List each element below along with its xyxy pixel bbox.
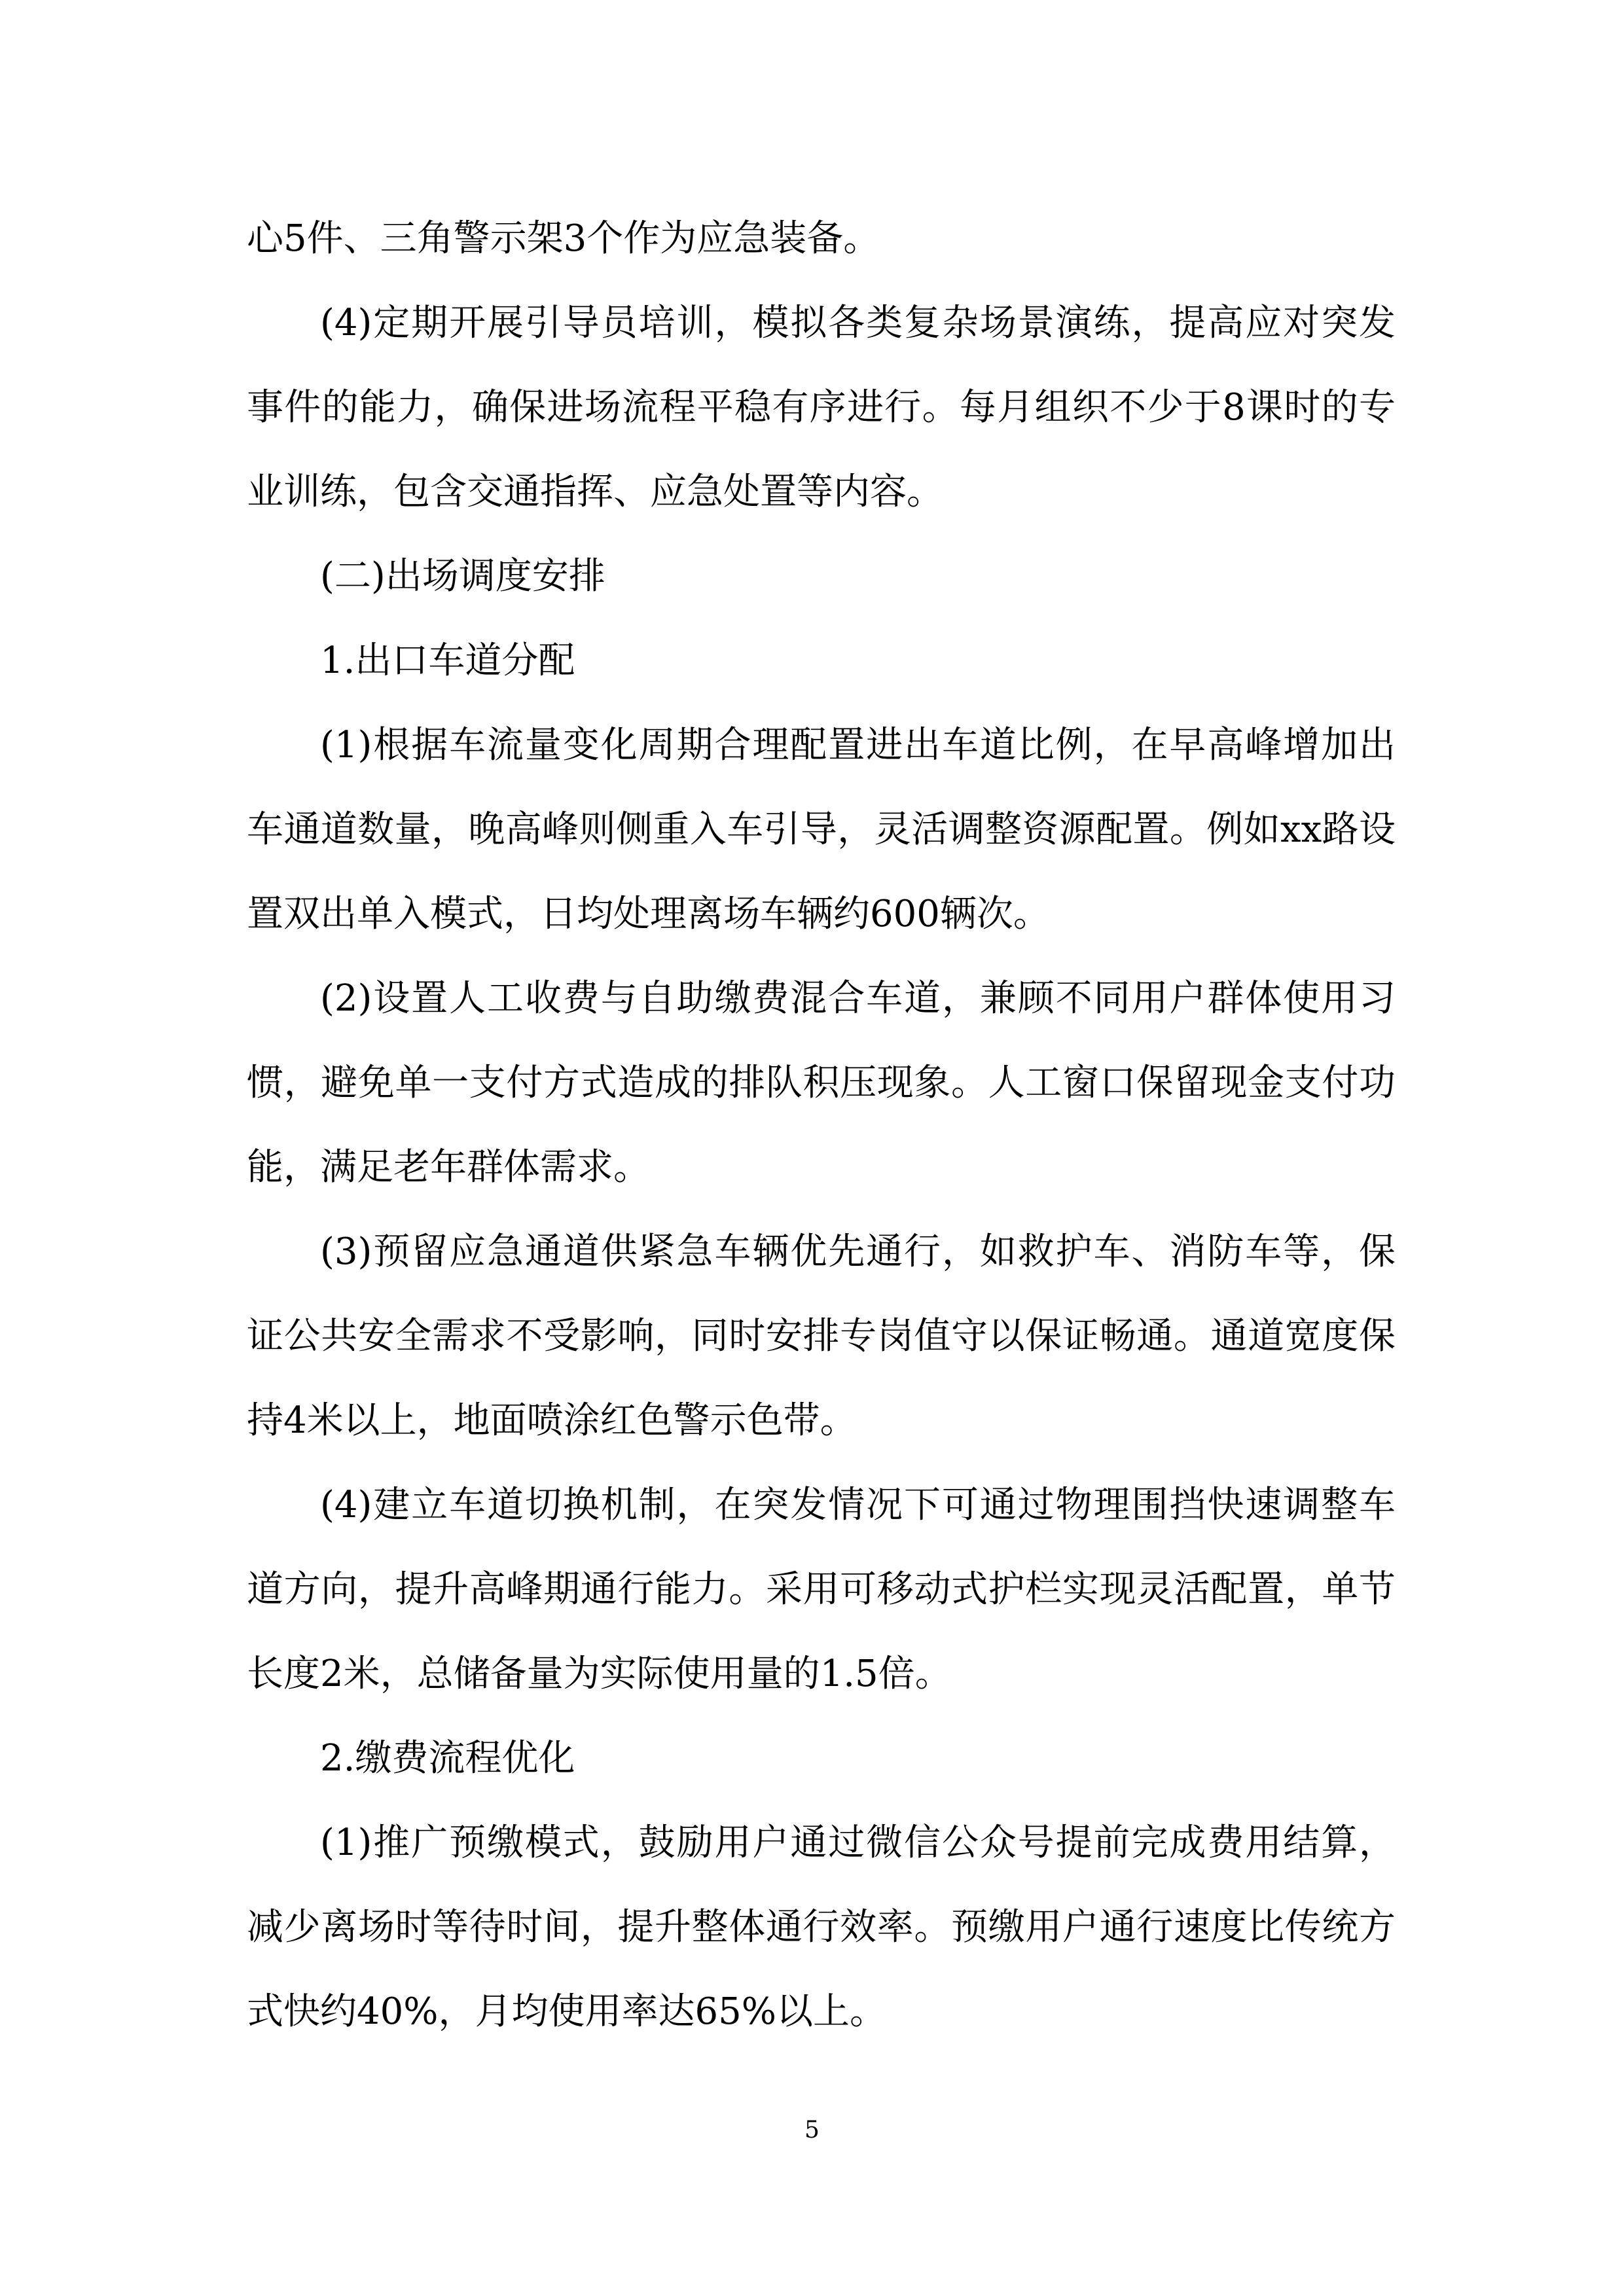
body-text bbox=[247, 196, 1396, 2054]
paragraph-continuation: 心5件、三角警示架3个作为应急装备。 bbox=[247, 217, 880, 260]
paragraph-item-1-prepayment: (1)推广预缴模式，鼓励用户通过微信公众号提前完成费用结算，减少离场时等待时间，提升整体通行效率。预缴用户通行速度比传统方式快约40%，月均使用率达65%以上。 bbox=[247, 1821, 1396, 2033]
section-heading-exit-dispatch: (二)出场调度安排 bbox=[320, 555, 605, 598]
subheading-exit-lane-allocation: 1.出口车道分配 bbox=[320, 639, 575, 682]
paragraph-item-4-training: (4)定期开展引导员培训，模拟各类复杂场景演练，提高应对突发事件的能力，确保进场流程平稳有序进行。每月组织不少于8课时的专业训练，包含交通指挥、应急处置等内容。 bbox=[247, 302, 1396, 513]
paragraph-item-1-lane-ratio: (1)根据车流量变化周期合理配置进出车道比例，在早高峰增加出车通道数量，晚高峰则侧重入车引导，灵活调整资源配置。例如xx路设置双出单入模式，日均处理离场车辆约600辆次。 bbox=[247, 724, 1396, 935]
page-number: 5 bbox=[804, 2117, 820, 2144]
paragraph-item-3-emergency-lane: (3)预留应急通道供紧急车辆优先通行，如救护车、消防车等，保证公共安全需求不受影响，同时安排专岗值守以保证畅通。通道宽度保持4米以上，地面喷涂红色警示色带。 bbox=[247, 1230, 1396, 1442]
subheading-payment-optimization: 2.缴费流程优化 bbox=[320, 1737, 575, 1780]
paragraph-item-2-mixed-lanes: (2)设置人工收费与自助缴费混合车道，兼顾不同用户群体使用习惯，避免单一支付方式造成的排队积压现象。人工窗口保留现金支付功能，满足老年群体需求。 bbox=[247, 977, 1396, 1189]
paragraph-item-4-lane-switching: (4)建立车道切换机制，在突发情况下可通过物理围挡快速调整车道方向，提升高峰期通行能力。采用可移动式护栏实现灵活配置，单节长度2米，总储备量为实际使用量的1.5倍。 bbox=[247, 1484, 1396, 1695]
